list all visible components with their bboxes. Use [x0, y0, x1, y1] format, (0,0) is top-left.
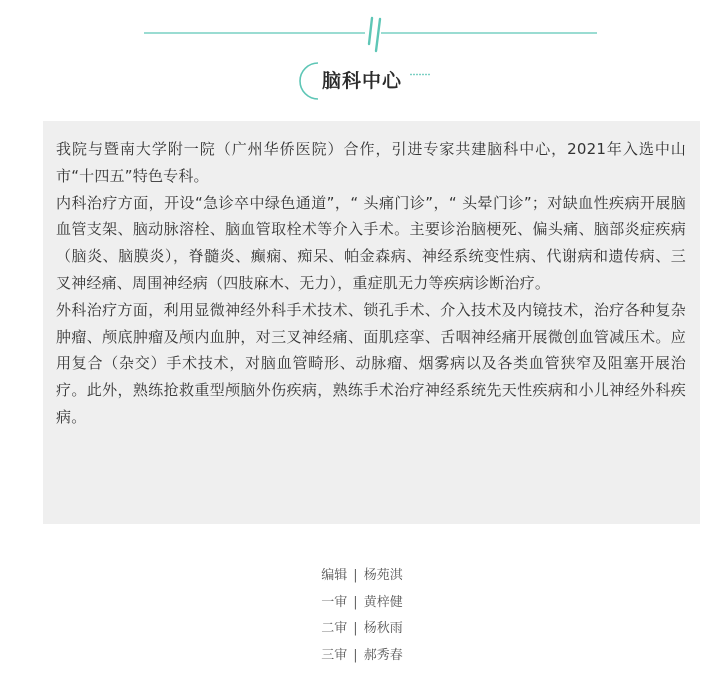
- intro-paragraph: 我院与暨南大学附一院（广州华侨医院）合作，引进专家共建脑科中心，2021年入选中山市“十四五”特色专科。: [56, 140, 686, 185]
- credit-separator: |: [353, 568, 358, 583]
- credit-role: 编辑: [321, 568, 348, 583]
- credit-role: 一审: [321, 594, 348, 610]
- credit-role: 三审: [321, 647, 348, 663]
- divider-slash-2: [376, 19, 380, 51]
- content-box: [43, 121, 700, 524]
- credit-line-third-review: [0, 643, 724, 670]
- credit-person: 杨秋雨: [363, 621, 403, 636]
- divider-slash-1: [369, 18, 372, 44]
- dotted-trail-icon: [410, 74, 430, 76]
- credit-line-editor: [0, 563, 724, 590]
- credit-person: 杨苑淇: [363, 568, 403, 583]
- credit-separator: |: [353, 594, 358, 610]
- internal-medicine-paragraph: 内科治疗方面，开设“急诊卒中绿色通道”，“ 头痛门诊”，“ 头晕门诊”；对缺血性疾病开展脑血管支架、脑动脉溶栓、脑血管取栓术等介入手术。主要诊治脑梗死、偏头痛、脑部炎症疾病（脑炎、脑膜炎），脊髓炎、癫痫、痴呆、帕金森病、神经系统变性病、代谢病和遗传病、三叉神经痛、周围神经病（四肢麻木、无力），重症肌无力等疾病诊断治疗。: [56, 193, 686, 292]
- credit-separator: |: [353, 621, 358, 636]
- half-circle-arc-icon: [300, 63, 318, 99]
- credits: [0, 563, 724, 669]
- credit-person: 黄梓健: [363, 594, 403, 610]
- credit-line-second-review: [0, 616, 724, 643]
- surgery-paragraph: 外科治疗方面，利用显微神经外科手术技术、锁孔手术、介入技术及内镜技术，治疗各种复杂肿瘤、颅底肿瘤及颅内血肿，对三叉神经痛、面肌痉挛、舌咽神经痛开展微创血管减压术。应用复合（杂交）手术技术，对脑血管畸形、动脉瘤、烟雾病以及各类血管狭窄及阻塞开展治疗。此外，熟练抢救重型颅脑外伤疾病，熟练手术治疗神经系统先天性疾病和小儿神经外科疾病。: [56, 300, 686, 426]
- credit-person: 郝秀春: [363, 647, 403, 663]
- credit-separator: |: [353, 647, 358, 663]
- credit-line-first-review: [0, 590, 724, 617]
- section-title: 脑科中心: [322, 70, 403, 92]
- double-slash-divider-icon: [144, 18, 597, 51]
- credit-role: 二审: [321, 621, 348, 636]
